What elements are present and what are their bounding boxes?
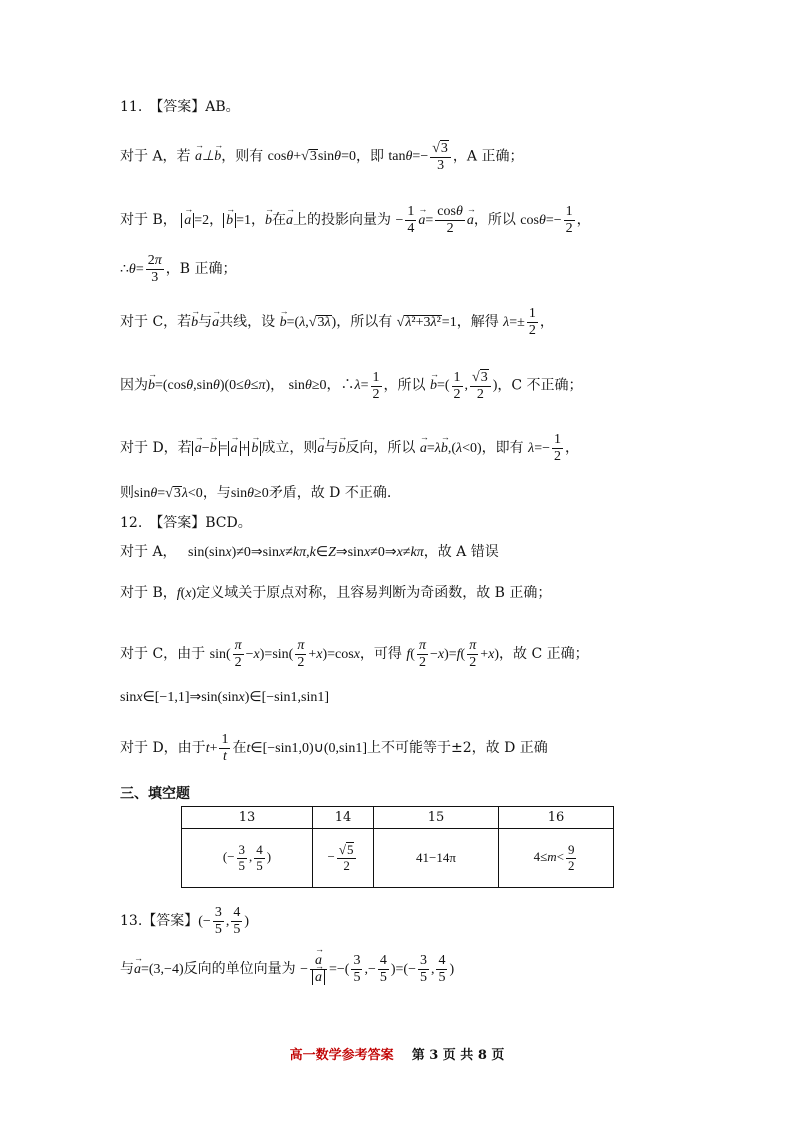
q13-line: 与→ a=(3,−4)反向的单位向量为 − → a → a =−( $\frac{3}{5}$ ,− $\frac{4}{5}$ )=(− $\frac{3}{5}$ , $\frac{4}{5}$ ) — [120, 953, 454, 986]
text: ，可得 — [359, 645, 402, 662]
text: ，即有 — [481, 439, 524, 456]
q12-heading: 12. 【答案】BCD。 — [120, 515, 252, 531]
text: ， — [270, 377, 285, 394]
q12-formula: sinx∈[−1,1]⇒sin(sinx)∈[−sin1,sin1] — [120, 690, 330, 705]
table-header-cell: 15 — [374, 807, 499, 829]
text: 则 — [120, 485, 134, 501]
table-header-row — [182, 807, 614, 829]
table-cell: 4≤m< $\frac{9}{2}$ — [499, 829, 614, 888]
text: 在 — [272, 211, 287, 228]
q11-heading: 11. 【答案】AB。 — [120, 99, 240, 115]
text: ，所以有 — [336, 313, 393, 330]
text: ，即 — [355, 148, 384, 165]
text: ，则有 — [221, 148, 264, 165]
text: 反向，所以 — [345, 439, 416, 456]
text: ，解得 — [456, 313, 499, 330]
text: ，C 不正确； — [497, 377, 583, 394]
text: 上不可能等于±2，故 D 正确 — [367, 739, 548, 756]
page-footer — [0, 1044, 794, 1063]
text: 矛盾，故 D 不正确. — [268, 485, 392, 501]
q11-option-c-cont: 因为→ b=(cosθ,sinθ)(0≤θ≤π)， sinθ≥0，∴λ= $\frac{1}{2}$ ，所以 → b=( $\frac{1}{2}$ , $\frac{√3}{2}$ )，C 不正确； — [120, 369, 583, 403]
text: 定义域关于原点对称，且容易判断为奇函数，故 B 正确； — [196, 585, 552, 601]
table-cell — [374, 829, 499, 888]
text: 对于 C，由于 — [120, 645, 206, 662]
text: 对于 A，若 — [120, 148, 191, 165]
q12-option-c: 对于 C，由于 sin( $\frac{\pi}{2}$ −x)=sin( $\frac{\pi}{2}$ +x)=cosx，可得 f( $\frac{\pi}{2}$ −x)=f( $\frac{\pi}{2}$ +x)，故 C 正确； — [120, 638, 589, 671]
text: ，所以 — [473, 211, 516, 228]
table-cell-value: 41−14π — [416, 850, 456, 865]
q11-option-a: 对于 A，若 → a⊥→ b，则有 cosθ+√3sinθ=0，即 tanθ=− $\frac{√3}{3}$ ，A 正确； — [120, 140, 523, 174]
text: 与 — [120, 960, 134, 977]
text: 与 — [198, 313, 213, 330]
text: 上的投影向量为 — [293, 211, 392, 228]
q11-option-b: 对于 B， → a =2，→ b =1，→ b在→ a上的投影向量为 − $\frac{1}{4}$ → a= $\frac{\cos\theta}{2}$ → a，所以 cosθ=− $\frac{1}{2}$ ， — [120, 204, 591, 237]
q11-option-c: 对于 C，若→ b与→ a共线，设 → b=(λ,√3λ)，所以有 √λ²+3λ²=1，解得 λ=± $\frac{1}{2}$ ， — [120, 306, 554, 339]
table-cell: (− $\frac{3}{5}$ , $\frac{4}{5}$ ) — [182, 829, 313, 888]
table-row — [182, 829, 614, 888]
text: 共线，设 — [219, 313, 276, 330]
text: ，与 — [202, 485, 231, 501]
text: 对于 D，若 — [120, 439, 192, 456]
footer-title: 高一数学参考答案 — [289, 1048, 394, 1063]
section-title: 三、填空题 — [120, 786, 190, 802]
text: 对于 A， — [120, 544, 177, 560]
text: 对于 D，由于 — [120, 739, 206, 756]
text: ，故 C 正确； — [499, 645, 589, 662]
page-number: 第 3 页 共 8 页 — [411, 1048, 505, 1063]
q13-heading: 13.【答案】(− $\frac{3}{5}$ , $\frac{4}{5}$ ) — [120, 905, 249, 938]
table-header-cell: 16 — [499, 807, 614, 829]
text: ，故 A 错误 — [423, 544, 499, 560]
text: 反向的单位向量为 — [183, 960, 296, 977]
q11-option-b-cont: ∴θ= $\frac{2\pi}{3}$ ，B 正确； — [120, 253, 237, 286]
text: ，B 正确； — [165, 260, 237, 277]
q11-option-d: 对于 D，若→ a−→ b =→ a +→ b 成立，则→ a与→ b反向，所以 → a=λ→ b,(λ<0)，即有 λ=− $\frac{1}{2}$ ， — [120, 432, 579, 465]
text: 对于 C，若 — [120, 313, 192, 330]
q12-option-b: 对于 B，f(x)定义域关于原点对称，且容易判断为奇函数，故 B 正确； — [120, 585, 552, 601]
text: 对于 B， — [120, 211, 177, 228]
table-header-cell: 14 — [313, 807, 374, 829]
q12-option-d: 对于 D，由于t+ $\frac{1}{t}$ 在t∈[−sin1,0)∪(0,sin1]上不可能等于±2，故 D 正确 — [120, 732, 548, 765]
text: 对于 B， — [120, 585, 177, 601]
text: 成立，则 — [261, 439, 318, 456]
text: ，A 正确； — [452, 148, 524, 165]
q12-option-a: 对于 A， sin(sinx)≠0⇒sinx≠kπ,k∈Z⇒sinx≠0⇒x≠kπ，故 A 错误 — [120, 544, 499, 560]
text: 因为 — [120, 377, 148, 394]
table-cell: − $\frac{√5}{2}$ — [313, 829, 374, 888]
text: ，所以 — [383, 377, 426, 394]
text: 在 — [232, 739, 247, 756]
table-header-cell: 13 — [182, 807, 313, 829]
text: 13.【答案】 — [120, 912, 199, 929]
q11-option-d-cont: 则sinθ=√3λ<0，与sinθ≥0矛盾，故 D 不正确. — [120, 485, 392, 501]
text: 与 — [324, 439, 339, 456]
answer-table — [181, 806, 614, 888]
